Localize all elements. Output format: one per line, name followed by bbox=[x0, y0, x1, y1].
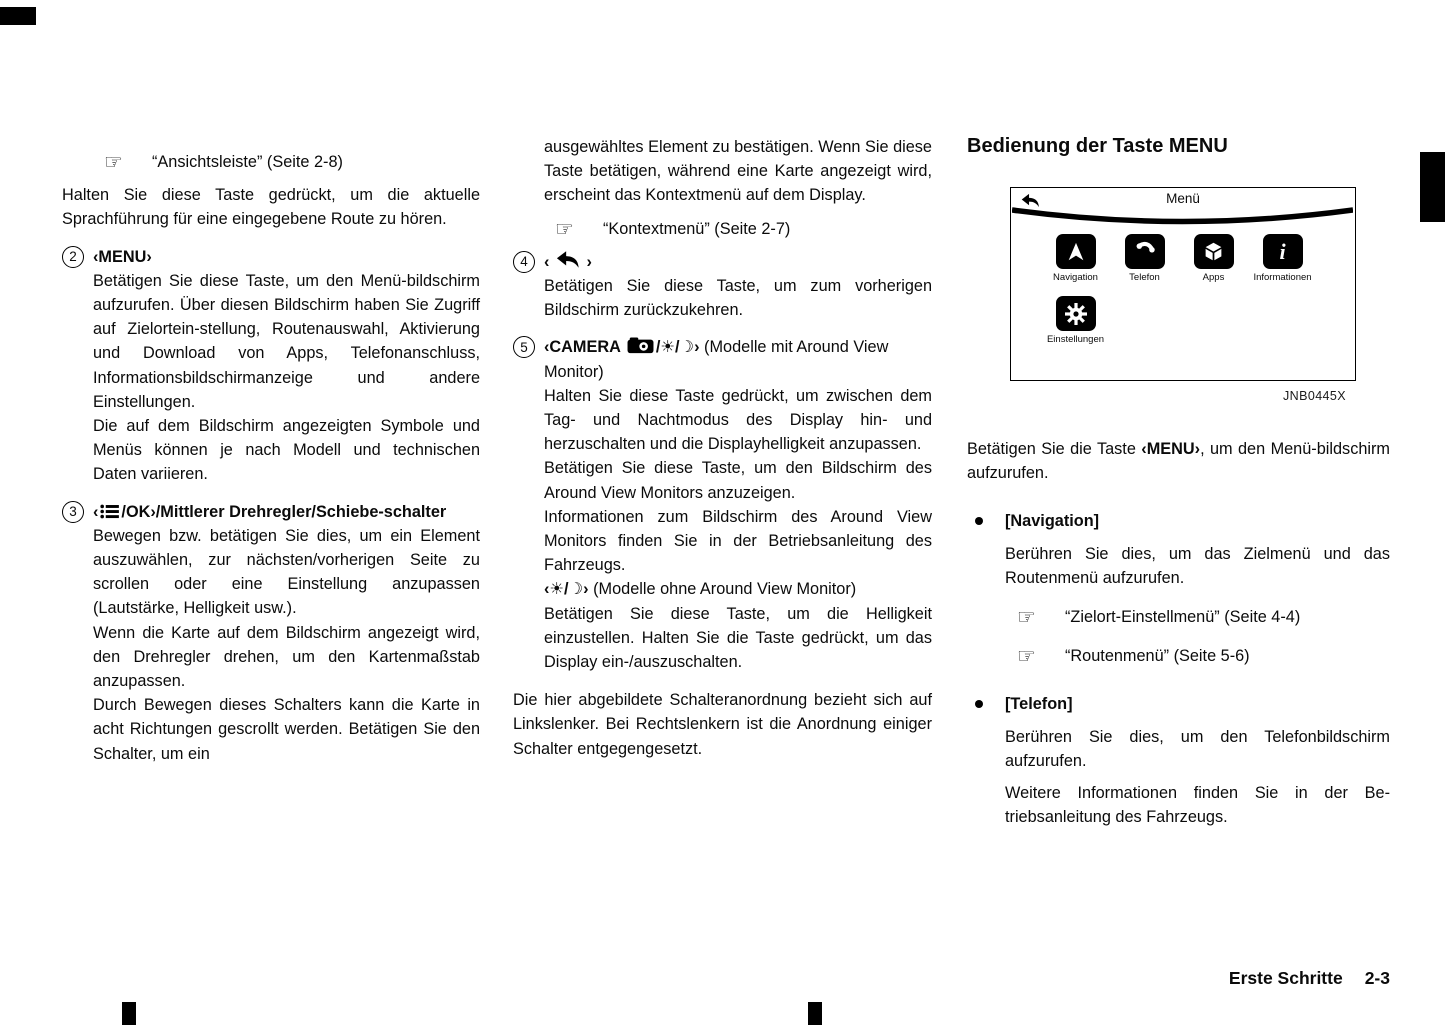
tile-label: Apps bbox=[1202, 272, 1225, 283]
footer-section-title: Erste Schritte bbox=[1228, 968, 1343, 988]
item-body bbox=[93, 500, 480, 766]
pointing-hand-icon: ☞ bbox=[555, 216, 574, 241]
paragraph-steering-note: Die hier abgebildete Schalteranordnung bezieht sich auf Linkslenker. Bei Rechtslenkern ist die Anordnung einiger Schalter entgegengesetzt. bbox=[513, 691, 932, 758]
circled-number-5: 5 bbox=[513, 336, 535, 358]
paragraph: Halten Sie diese Taste gedrückt, um zwischen dem Tag- und Nachtmodus des Display hin- und herzuschalten und die Displayhelligkeit anzupassen. bbox=[544, 386, 932, 454]
menu-item-einstellungen bbox=[1041, 296, 1110, 345]
tile-label: Navigation bbox=[1053, 272, 1098, 283]
apps-cube-icon bbox=[1194, 234, 1234, 269]
circled-number-3: 3 bbox=[62, 501, 84, 523]
paragraph: Betätigen Sie diese Taste, um zum vorherigen Bildschirm zurückzukehren. bbox=[544, 277, 932, 320]
menu-item-apps bbox=[1179, 234, 1248, 283]
brightness-button-label bbox=[544, 577, 932, 601]
paragraph: Weitere Informationen finden Sie in der Be-triebsanleitung des Fahrzeugs. bbox=[1005, 784, 1390, 827]
item-title-camera bbox=[544, 335, 932, 383]
paragraph: Betätigen Sie diese Taste, um den Bildschirm des Around View Monitors anzuzeigen. bbox=[544, 459, 932, 502]
angle-bracket: ‹ bbox=[544, 252, 550, 271]
bullet-body bbox=[1005, 509, 1390, 668]
reference-text: “Kontextmenü” (Seite 2-7) bbox=[603, 219, 791, 238]
menu-button-label: ‹MENU› bbox=[1141, 440, 1201, 458]
bullet-item-telefon bbox=[967, 692, 1390, 829]
item-title-ok-dial bbox=[93, 500, 480, 524]
item-body bbox=[93, 245, 480, 487]
bullet-body bbox=[1005, 692, 1390, 829]
paragraph: Berühren Sie dies, um den Telefonbildschirm aufzurufen. bbox=[1005, 727, 1390, 770]
menu-icon-row-2 bbox=[1041, 296, 1110, 345]
numbered-item-camera bbox=[513, 335, 932, 674]
column-middle bbox=[513, 135, 932, 761]
moon-icon: ☽ bbox=[568, 579, 584, 599]
angle-bracket: › bbox=[583, 580, 589, 599]
figure-code: JNB0445X bbox=[1283, 389, 1346, 403]
slash: / bbox=[674, 338, 680, 357]
footer-page-number: 2-3 bbox=[1364, 968, 1390, 988]
section-edge-tab bbox=[1420, 152, 1445, 222]
paragraph: Bewegen bzw. betätigen Sie dies, um ein Element auszuwählen, zur nächsten/vorherigen Seite zu scrollen oder eine Einstellung anzupassen (Lautstärke, Helligkeit usw.). bbox=[93, 526, 480, 618]
column-right bbox=[967, 133, 1390, 829]
sun-icon: ☀ bbox=[549, 579, 565, 599]
menu-item-telefon bbox=[1110, 234, 1179, 283]
item-body bbox=[544, 250, 932, 323]
angle-bracket: ‹ bbox=[544, 580, 550, 599]
paragraph-continued: ausgewähltes Element zu bestätigen. Wenn Sie diese Taste betätigen, während eine Karte angezeigt wird, erscheint das Kontextmenü auf dem Display. bbox=[544, 138, 932, 205]
cross-reference-ansichtsleiste bbox=[104, 150, 480, 174]
paragraph: Wenn die Karte auf dem Bildschirm angezeigt wird, den Drehregler drehen, um den Kartenmaßstab anzupassen. bbox=[93, 623, 480, 691]
print-mark-bottom-center bbox=[808, 1002, 822, 1025]
cross-reference-routenmenu bbox=[1017, 644, 1390, 668]
paragraph: Durch Bewegen dieses Schalters kann die Karte in acht Richtungen gescrollt werden. Betätigen Sie den Schalter, um ein bbox=[93, 696, 480, 763]
tile-label: Telefon bbox=[1129, 272, 1160, 283]
reference-text: “Zielort-Einstellmenü” (Seite 4-4) bbox=[1065, 608, 1301, 627]
cross-reference-kontextmenu bbox=[555, 217, 932, 241]
header-swoosh bbox=[1012, 205, 1353, 233]
paragraph: Informationen zum Bildschirm des Around View Monitors finden Sie in der Betriebsanleitung des Fahrzeugs. bbox=[544, 507, 932, 575]
slash: / bbox=[655, 338, 661, 357]
menu-screen-illustration bbox=[1010, 187, 1356, 381]
reference-text: “Ansichtsleiste” (Seite 2-8) bbox=[152, 153, 343, 171]
bullet-label-navigation: [Navigation] bbox=[1005, 512, 1100, 531]
pointing-hand-icon: ☞ bbox=[1017, 605, 1036, 630]
angle-bracket: ‹ bbox=[93, 502, 99, 521]
section-heading: Bedienung der Taste MENU bbox=[967, 135, 1228, 157]
navigation-icon bbox=[1056, 234, 1096, 269]
circled-number-2: 2 bbox=[62, 246, 84, 268]
phone-icon bbox=[1125, 234, 1165, 269]
screen-title: Menü bbox=[1166, 191, 1200, 206]
pointing-hand-icon: ☞ bbox=[104, 150, 123, 174]
menu-item-navigation bbox=[1041, 234, 1110, 283]
text-run: , um den Menü-bildschirm aufzurufen. bbox=[967, 440, 1390, 483]
gear-icon bbox=[1056, 296, 1096, 331]
tile-label: Einstellungen bbox=[1046, 334, 1105, 345]
numbered-item-ok-dial bbox=[62, 500, 480, 766]
angle-bracket: › bbox=[694, 338, 700, 357]
item-title-text: ‹CAMERA bbox=[544, 338, 621, 357]
cross-reference-zielort bbox=[1017, 605, 1390, 629]
print-mark-bottom-left bbox=[122, 1002, 136, 1025]
item-title-text: /OK›/Mittlerer Drehregler/Schiebe-schalter bbox=[121, 502, 447, 521]
menu-item-informationen bbox=[1248, 234, 1317, 283]
info-glyph: i bbox=[1279, 238, 1286, 264]
bullet-label-telefon: [Telefon] bbox=[1005, 695, 1073, 714]
slash: / bbox=[564, 580, 569, 599]
info-icon bbox=[1263, 234, 1303, 269]
bullet-icon bbox=[975, 517, 983, 525]
paragraph-menu-intro bbox=[967, 437, 1390, 485]
pointing-hand-icon: ☞ bbox=[1017, 644, 1036, 669]
subtitle-note: (Modelle ohne Around View Monitor) bbox=[593, 580, 857, 599]
back-arrow-icon bbox=[556, 250, 580, 269]
item-body bbox=[544, 335, 932, 674]
circled-number-4: 4 bbox=[513, 251, 535, 273]
angle-bracket: › bbox=[586, 252, 592, 271]
paragraph: Betätigen Sie diese Taste, um die Helligkeit einzustellen. Halten Sie die Taste gedrückt, um das Display ein-/auszuschalten. bbox=[544, 604, 932, 672]
paragraph-voice-guidance: Halten Sie diese Taste gedrückt, um die aktuelle Sprachführung für eine eingegebene Route zu hören. bbox=[62, 186, 480, 229]
reference-text: “Routenmenü” (Seite 5-6) bbox=[1065, 647, 1250, 666]
text-run: Betätigen Sie die Taste bbox=[967, 440, 1142, 458]
item-title-back bbox=[544, 250, 932, 274]
item-title-menu: ‹MENU› bbox=[93, 247, 152, 266]
camera-icon bbox=[627, 337, 654, 354]
sun-icon: ☀ bbox=[660, 337, 675, 357]
page-footer bbox=[1229, 968, 1390, 989]
list-menu-icon bbox=[100, 504, 119, 519]
item-title-note: (Modelle mit Around View Monitor) bbox=[544, 338, 889, 381]
menu-screen-figure bbox=[1010, 187, 1356, 403]
menu-icon-row-1 bbox=[1041, 234, 1317, 283]
moon-icon: ☽ bbox=[679, 337, 695, 357]
tile-label: Informationen bbox=[1253, 272, 1312, 283]
bullet-item-navigation bbox=[967, 509, 1390, 668]
print-mark-top-left bbox=[0, 7, 36, 25]
paragraph: Berühren Sie dies, um das Zielmenü und das Routenmenü aufzurufen. bbox=[1005, 544, 1390, 587]
column-left bbox=[62, 141, 480, 766]
numbered-item-menu bbox=[62, 245, 480, 487]
numbered-item-back bbox=[513, 250, 932, 323]
paragraph: Die auf dem Bildschirm angezeigten Symbole und Menüs können je nach Modell und technischen Daten variieren. bbox=[93, 417, 480, 484]
paragraph: Betätigen Sie diese Taste, um den Menü-bildschirm aufzurufen. Über diesen Bildschirm haben Sie Zugriff auf Zielortein-stellung, Routenauswahl, Aktivierung und Download von Apps, Telefonanschluss, Informationsbildschirmanzeige und andere Einstellungen. bbox=[93, 271, 480, 411]
bullet-icon bbox=[975, 700, 983, 708]
